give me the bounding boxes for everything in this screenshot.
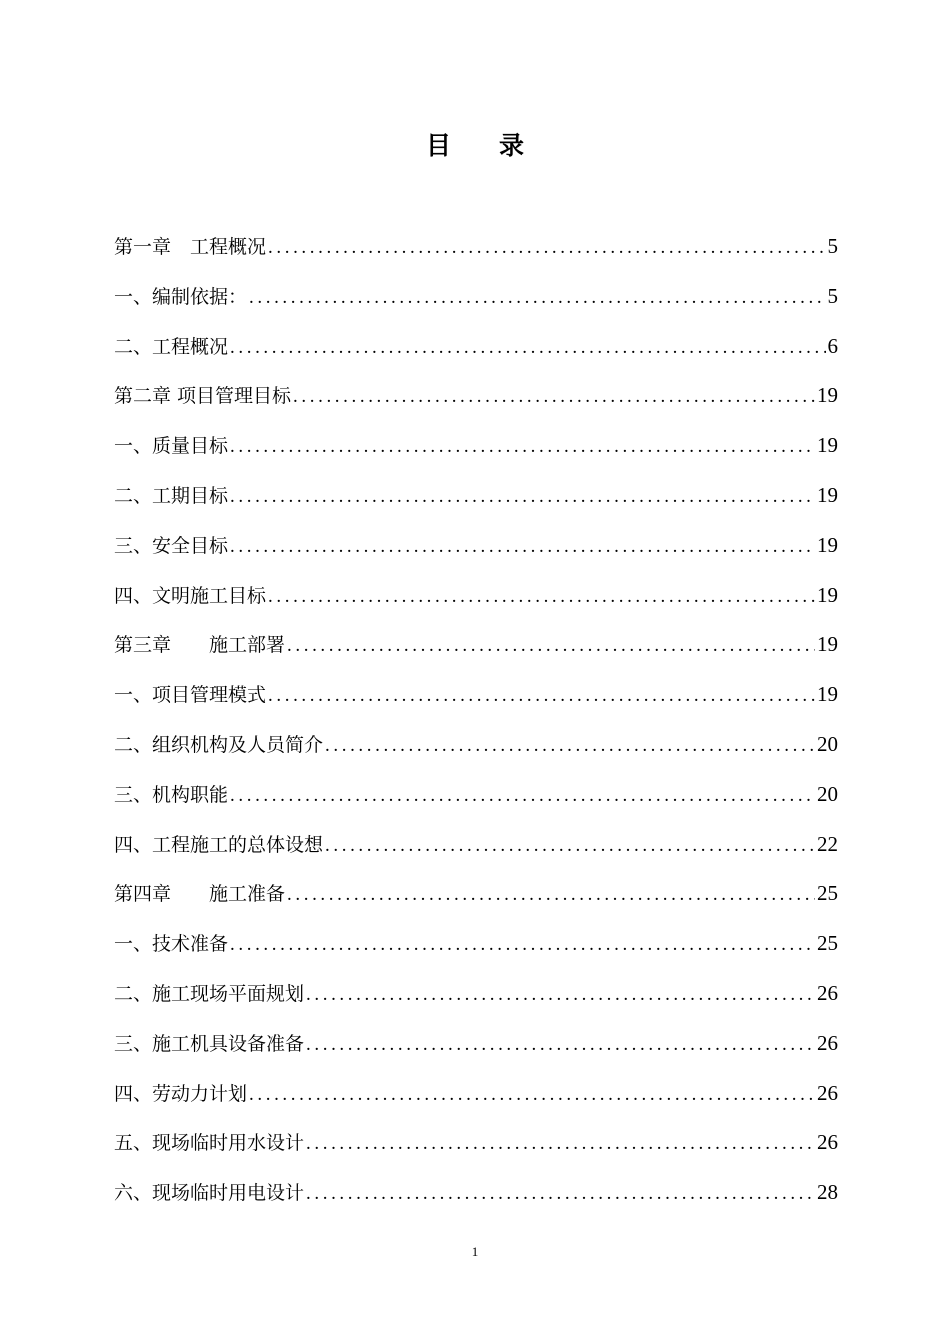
toc-entry[interactable] [114,871,838,921]
toc-entry[interactable] [114,1021,838,1071]
toc-entry[interactable] [114,274,838,324]
toc-entry-page: 26 [817,1080,838,1105]
toc-dot-leader [325,824,815,868]
toc-entry-page: 19 [817,383,838,408]
toc-dot-leader [230,923,815,967]
toc-entry-label: 第三章 施工部署 [114,634,286,657]
toc-entry-label: 第一章 工程概况 [114,236,267,258]
toc-entry-page: 19 [817,482,838,507]
toc-entry-label: 三、机构职能 [114,783,229,806]
toc-entry-label: 一、质量目标 [114,435,229,458]
toc-dot-leader [306,1122,815,1166]
toc-entry[interactable] [114,672,838,722]
toc-entry[interactable] [114,373,838,423]
toc-entry-page: 26 [817,980,838,1005]
toc-dot-leader [230,326,825,370]
toc-entry-page: 19 [817,433,838,458]
toc-entry-label: 第四章 施工准备 [114,883,286,906]
toc-entry-label: 一、技术准备 [114,933,229,956]
toc-dot-leader [230,475,815,519]
toc-entry-page: 25 [817,881,838,906]
toc-entry-page: 5 [827,234,838,258]
toc-entry-label: 三、安全目标 [114,534,229,557]
table-of-contents [114,224,838,1220]
toc-entry-label: 二、施工现场平面规划 [114,982,305,1005]
toc-entry-label: 六、现场临时用电设计 [114,1182,305,1205]
toc-entry-page: 26 [817,1130,838,1155]
toc-entry-page: 19 [817,632,838,657]
toc-dot-leader [230,425,815,469]
toc-dot-leader [268,226,825,270]
toc-entry[interactable] [114,971,838,1021]
toc-entry[interactable] [114,523,838,573]
toc-entry-label: 三、施工机具设备准备 [114,1032,305,1055]
toc-entry-page: 20 [817,731,838,756]
toc-dot-leader [249,276,825,320]
toc-dot-leader [287,624,815,668]
toc-entry[interactable] [114,822,838,872]
toc-entry[interactable] [114,772,838,822]
toc-entry-label: 四、工程施工的总体设想 [114,833,324,856]
toc-entry-page: 26 [817,1030,838,1055]
toc-dot-leader [268,674,815,718]
toc-entry-label: 五、现场临时用水设计 [114,1132,305,1155]
toc-entry-label: 四、文明施工目标 [114,584,267,607]
toc-dot-leader [268,575,815,619]
toc-entry-label: 一、编制依据： [114,285,248,308]
toc-dot-leader [293,375,815,419]
toc-entry-label: 二、工程概况 [114,335,229,358]
toc-entry[interactable] [114,573,838,623]
toc-entry-page: 28 [817,1180,838,1205]
toc-dot-leader [249,1073,815,1117]
toc-entry-label: 一、项目管理模式 [114,684,267,707]
toc-entry-page: 19 [817,532,838,557]
toc-entry-page: 20 [817,781,838,806]
toc-entry[interactable] [114,324,838,374]
toc-dot-leader [306,1023,815,1067]
toc-entry[interactable] [114,1170,838,1220]
toc-entry-page: 5 [827,283,838,308]
toc-entry-label: 二、组织机构及人员简介 [114,733,324,756]
toc-dot-leader [306,973,815,1017]
toc-dot-leader [306,1172,815,1216]
toc-entry[interactable] [114,1071,838,1121]
toc-entry-page: 6 [827,333,838,358]
page-title: 目录 [425,131,572,160]
toc-entry-page: 25 [817,931,838,956]
toc-entry[interactable] [114,224,838,274]
toc-entry-page: 19 [817,582,838,607]
toc-entry[interactable] [114,921,838,971]
toc-entry-label: 四、劳动力计划 [114,1082,248,1105]
toc-entry[interactable] [114,423,838,473]
toc-entry-label: 二、工期目标 [114,484,229,507]
toc-entry-page: 22 [817,831,838,856]
toc-entry[interactable] [114,473,838,523]
toc-dot-leader [230,774,815,818]
toc-entry[interactable] [114,722,838,772]
page-number: 1 [471,1244,479,1259]
toc-entry[interactable] [114,1120,838,1170]
toc-entry[interactable] [114,622,838,672]
toc-dot-leader [287,873,815,917]
toc-dot-leader [325,724,815,768]
toc-dot-leader [230,525,815,569]
toc-entry-label: 第二章 项目管理目标 [114,385,292,408]
toc-entry-page: 19 [817,682,838,707]
